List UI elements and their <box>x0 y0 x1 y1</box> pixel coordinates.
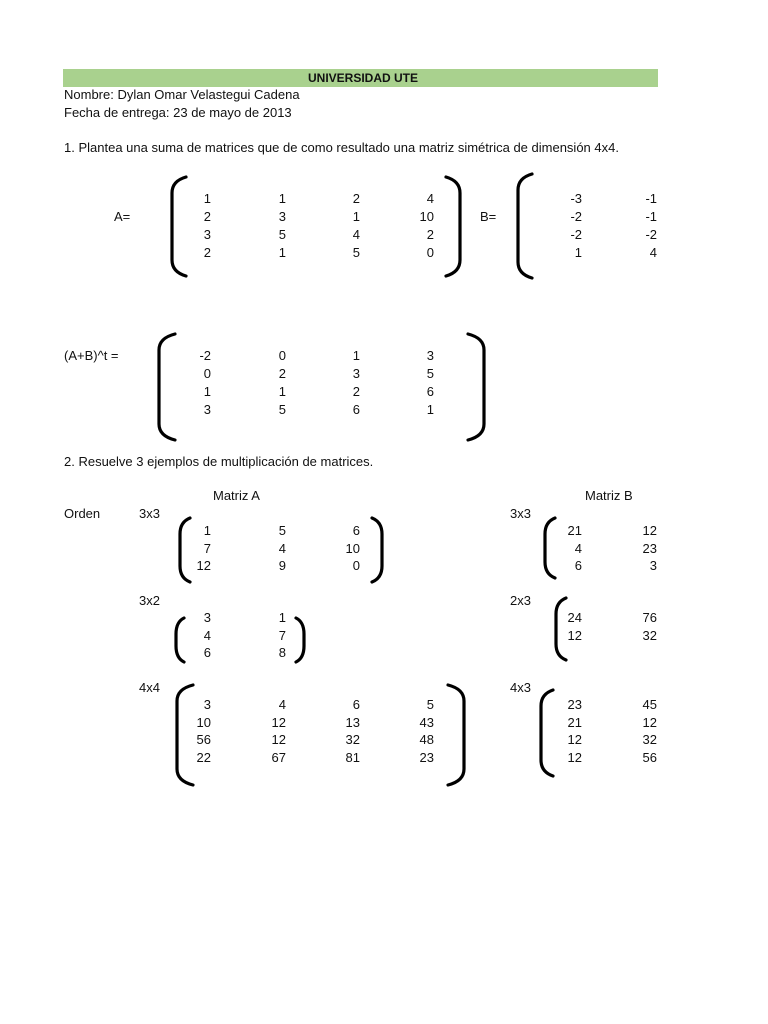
matrix-cell: 0 <box>426 245 434 260</box>
order-b-2: 2x3 <box>510 593 531 608</box>
matrix-cell: 81 <box>345 749 360 765</box>
order-label: Orden <box>64 506 101 521</box>
matrix-cell: 5 <box>426 697 434 712</box>
order-a-1: 3x3 <box>139 506 160 521</box>
matrix-cell: 6 <box>574 558 582 573</box>
matrix-cell: 48 <box>419 732 434 747</box>
matrix-cell: 10 <box>345 540 360 556</box>
matrix-cell: 21 <box>567 523 582 538</box>
matrix-cell: 4 <box>649 245 657 260</box>
title-banner <box>63 69 658 87</box>
matrix-cell: 4 <box>352 227 360 242</box>
matrix-cell: 12 <box>271 714 286 730</box>
matrix-cell: 4 <box>278 697 286 712</box>
matrix-cell: 4 <box>426 191 434 206</box>
matrix-cell: 1 <box>203 384 211 399</box>
matrix-cell: 3 <box>203 697 211 712</box>
matrix-cell: 5 <box>278 402 286 417</box>
matrix-cell: -2 <box>199 348 211 363</box>
matrix-cell: 1 <box>203 191 211 206</box>
left-bracket <box>539 688 555 778</box>
institution-title: UNIVERSIDAD UTE <box>308 71 419 85</box>
matrix-cell: -2 <box>570 227 582 242</box>
matrix-cell: 23 <box>642 540 657 556</box>
order-b-1: 3x3 <box>510 506 531 521</box>
left-bracket <box>157 332 177 442</box>
label-result: (A+B)^t = <box>64 348 119 363</box>
matrix-cell: 22 <box>196 749 211 765</box>
matrix-cell: 12 <box>196 558 211 573</box>
matrix-cell: 0 <box>278 348 286 363</box>
matrix-cell: 13 <box>345 714 360 730</box>
matrix-cell: 3 <box>203 402 211 417</box>
matrix-cell: 1 <box>574 245 582 260</box>
matrix-cell: 7 <box>203 540 211 556</box>
matrix-cell: 12 <box>642 523 657 538</box>
matrix-cell: 6 <box>352 402 360 417</box>
order-a-3: 4x4 <box>139 680 160 695</box>
left-bracket <box>516 172 534 280</box>
left-bracket <box>174 616 186 664</box>
right-bracket <box>446 683 466 787</box>
matrix-cell: 1 <box>426 402 434 417</box>
matrix-cell: 2 <box>203 209 211 224</box>
matrix-cell: 45 <box>642 697 657 712</box>
matrix-cell: 1 <box>278 191 286 206</box>
left-bracket <box>178 516 192 584</box>
matrix-cell: 23 <box>419 749 434 765</box>
right-bracket <box>444 175 462 278</box>
matrix-cell: 4 <box>574 540 582 556</box>
matrix-cell: 32 <box>345 732 360 747</box>
matrix-cell: 12 <box>567 627 582 643</box>
matrix-cell: 43 <box>419 714 434 730</box>
left-bracket <box>554 596 568 662</box>
delivery-date: Fecha de entrega: 23 de mayo de 2013 <box>64 105 292 120</box>
matrix-cell: 2 <box>278 366 286 381</box>
matrix-cell: 7 <box>278 627 286 643</box>
student-name: Nombre: Dylan Omar Velastegui Cadena <box>64 87 300 102</box>
matrix-cell: 67 <box>271 749 286 765</box>
matrix-cell: 12 <box>567 749 582 765</box>
matrix-cell: -3 <box>570 191 582 206</box>
matrix-cell: 76 <box>642 610 657 625</box>
right-bracket <box>294 616 306 664</box>
matrix-cell: 56 <box>196 732 211 747</box>
matrix-cell: 2 <box>203 245 211 260</box>
matrix-cell: 2 <box>426 227 434 242</box>
matrix-cell: -1 <box>645 209 657 224</box>
matrix-cell: 3 <box>203 227 211 242</box>
matrix-cell: 6 <box>352 523 360 538</box>
matrix-cell: 4 <box>278 540 286 556</box>
matrix-cell: 0 <box>203 366 211 381</box>
matrix-cell: -2 <box>570 209 582 224</box>
section2-prompt: 2. Resuelve 3 ejemplos de multiplicación de matrices. <box>64 454 374 469</box>
matrix-cell: 21 <box>567 714 582 730</box>
matrix-cell: 2 <box>352 191 360 206</box>
matrix-cell: 4 <box>203 627 211 643</box>
matrix-cell: 8 <box>278 645 286 660</box>
matrix-cell: 32 <box>642 627 657 643</box>
matrix-cell: 0 <box>352 558 360 573</box>
matrix-cell: 1 <box>278 610 286 625</box>
matrix-cell: 3 <box>649 558 657 573</box>
matrix-cell: 5 <box>352 245 360 260</box>
matrix-cell: 24 <box>567 610 582 625</box>
matrix-cell: 3 <box>203 610 211 625</box>
matrix-cell: 6 <box>426 384 434 399</box>
matrix-cell: 32 <box>642 732 657 747</box>
matrix-cell: 6 <box>352 697 360 712</box>
matrix-cell: 2 <box>352 384 360 399</box>
section1-prompt: 1. Plantea una suma de matrices que de como resultado una matriz simétrica de dimensión 4x4. <box>64 140 619 155</box>
matrix-cell: 56 <box>642 749 657 765</box>
matrix-cell: 9 <box>278 558 286 573</box>
matrix-cell: 5 <box>426 366 434 381</box>
matrix-b-header: Matriz B <box>585 488 633 503</box>
matrix-cell: 1 <box>352 209 360 224</box>
order-b-3: 4x3 <box>510 680 531 695</box>
matrix-cell: 1 <box>203 523 211 538</box>
matrix-cell: 3 <box>426 348 434 363</box>
matrix-cell: 1 <box>278 245 286 260</box>
matrix-cell: 12 <box>642 714 657 730</box>
matrix-cell: 1 <box>278 384 286 399</box>
matrix-cell: 5 <box>278 227 286 242</box>
matrix-cell: -1 <box>645 191 657 206</box>
matrix-cell: 3 <box>352 366 360 381</box>
matrix-cell: 23 <box>567 697 582 712</box>
left-bracket <box>543 516 557 580</box>
matrix-cell: 12 <box>567 732 582 747</box>
matrix-cell: 5 <box>278 523 286 538</box>
matrix-cell: 12 <box>271 732 286 747</box>
matrix-cell: 10 <box>196 714 211 730</box>
label-matrix-a: A= <box>114 209 131 224</box>
left-bracket <box>170 175 188 278</box>
matrix-cell: 6 <box>203 645 211 660</box>
matrix-cell: -2 <box>645 227 657 242</box>
right-bracket <box>466 332 486 442</box>
right-bracket <box>370 516 384 584</box>
label-matrix-b: B= <box>480 209 497 224</box>
matrix-cell: 3 <box>278 209 286 224</box>
matrix-cell: 1 <box>352 348 360 363</box>
matrix-cell: 10 <box>419 209 434 224</box>
left-bracket <box>175 683 195 787</box>
matrix-a-header: Matriz A <box>213 488 260 503</box>
order-a-2: 3x2 <box>139 593 160 608</box>
